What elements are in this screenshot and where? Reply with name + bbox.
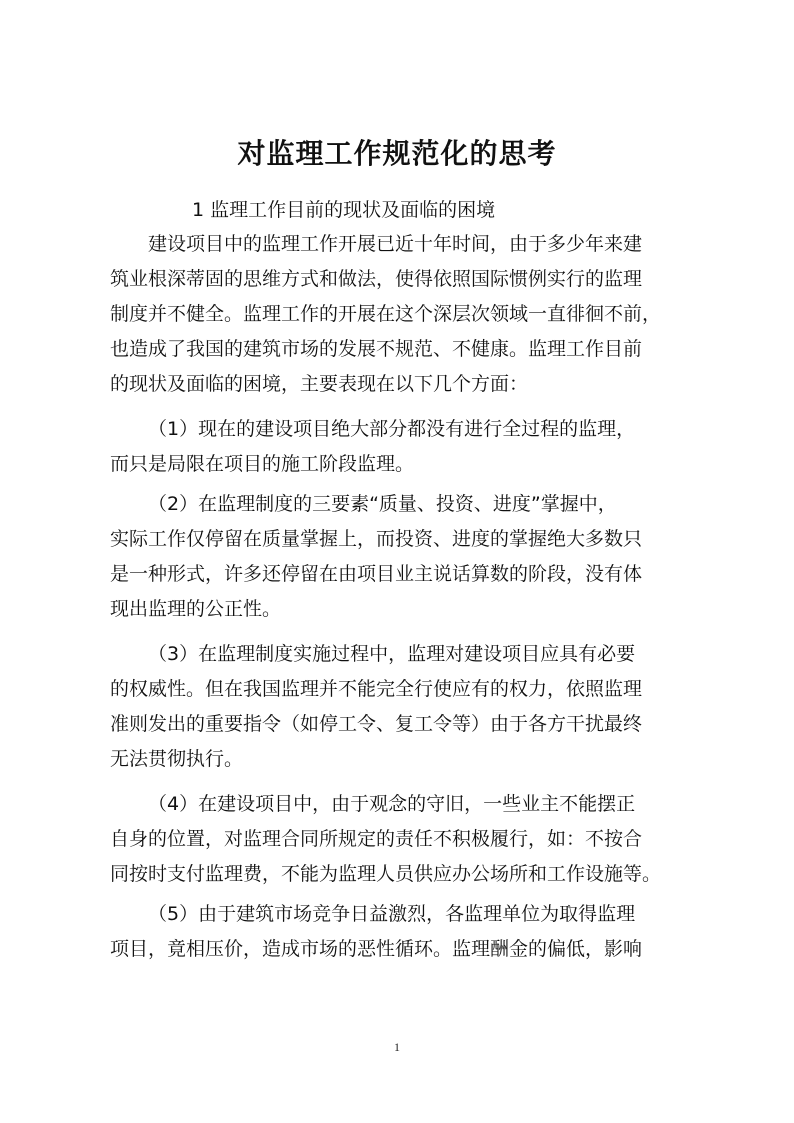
paragraph-line: 现出监理的公正性。	[110, 598, 282, 620]
paragraph-line: 同按时支付监理费，不能为监理人员供应办公场所和工作设施等。	[110, 863, 662, 885]
section-heading: 1 监理工作目前的现状及面临的困境	[192, 199, 496, 221]
paragraph-line: 自身的位置，对监理合同所规定的责任不积极履行，如：不按合	[110, 828, 643, 850]
paragraph-line: 筑业根深蒂固的思维方式和做法，使得依照国际惯例实行的监理	[110, 268, 643, 290]
paragraph-line: 而只是局限在项目的施工阶段监理。	[110, 453, 415, 475]
paragraph-line: 项目，竟相压价，造成市场的恶性循环。监理酬金的偏低，影响	[110, 938, 643, 960]
paragraph-line: （4）在建设项目中，由于观念的守旧，一些业主不能摆正	[148, 793, 636, 815]
document-title: 对监理工作规范化的思考	[237, 137, 557, 170]
paragraph-line: （5）由于建筑市场竞争日益激烈，各监理单位为取得监理	[148, 903, 636, 925]
paragraph-line: （2）在监理制度的三要素“质量、投资、进度”掌握中，	[148, 493, 617, 515]
paragraph-line: 制度并不健全。监理工作的开展在这个深层次领域一直徘徊不前，	[110, 303, 662, 325]
paragraph-line: 的现状及面临的困境，主要表现在以下几个方面：	[110, 373, 529, 395]
page-number: 1	[394, 1040, 400, 1054]
paragraph-line: 的权威性。但在我国监理并不能完全行使应有的权力，依照监理	[110, 678, 643, 700]
paragraph-line: 准则发出的重要指令（如停工令、复工令等）由于各方干扰最终	[110, 713, 643, 735]
paragraph-line: 是一种形式，许多还停留在由项目业主说话算数的阶段，没有体	[110, 563, 643, 585]
paragraph-line: 无法贯彻执行。	[110, 748, 244, 770]
paragraph-line: 建设项目中的监理工作开展已近十年时间，由于多少年来建	[148, 233, 643, 255]
paragraph-line: 实际工作仅停留在质量掌握上，而投资、进度的掌握绝大多数只	[110, 528, 643, 550]
paragraph-line: 也造成了我国的建筑市场的发展不规范、不健康。监理工作目前	[110, 338, 643, 360]
paragraph-line: （3）在监理制度实施过程中，监理对建设项目应具有必要	[148, 643, 636, 665]
paragraph-line: （1）现在的建设项目绝大部分都没有进行全过程的监理，	[148, 418, 636, 440]
